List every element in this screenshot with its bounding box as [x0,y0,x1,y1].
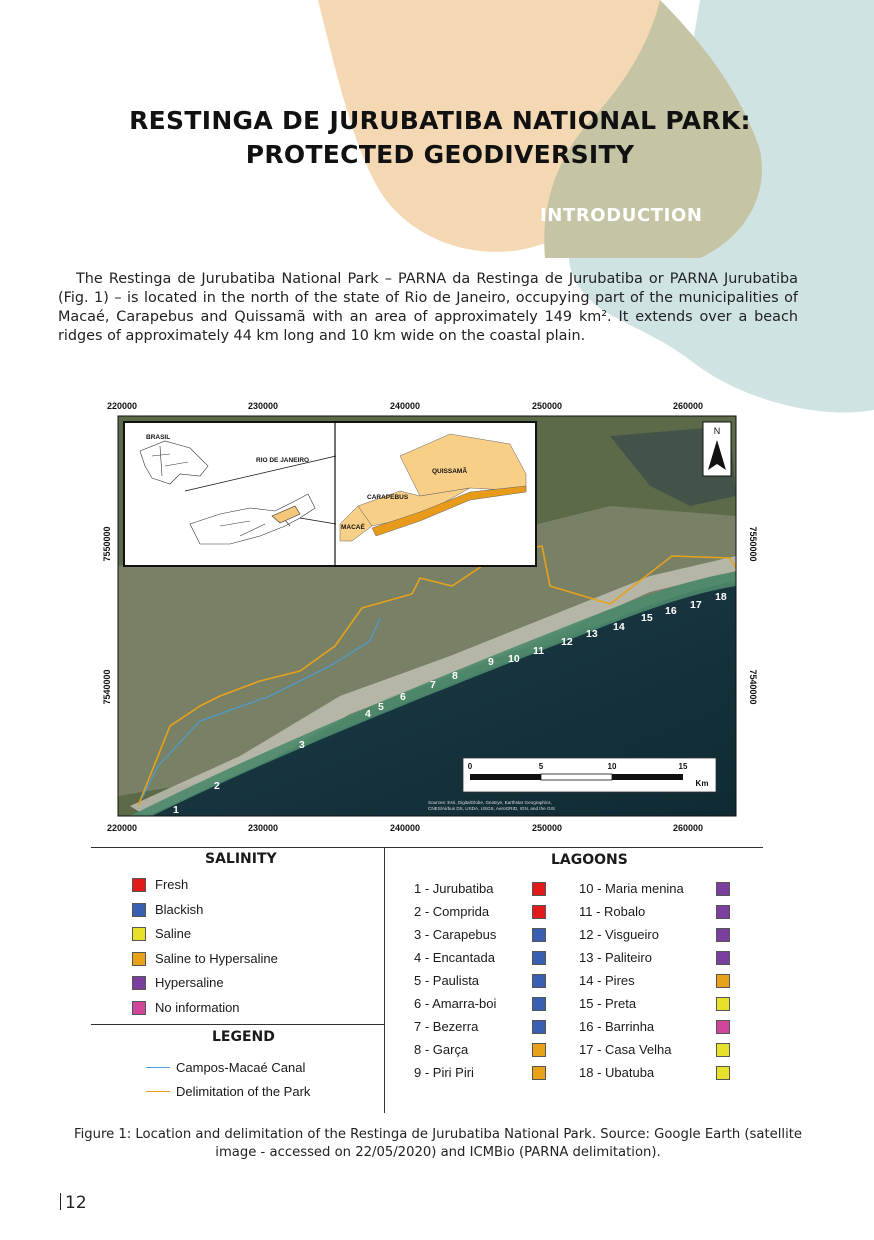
location-map [90,396,760,836]
page-number-value: 12 [65,1193,87,1213]
lagoon-label: 12 - Visgueiro [579,927,659,942]
lagoon-swatch [532,1020,546,1034]
inset-label-brasil: BRASIL [146,434,171,441]
canal-line-swatch [146,1067,170,1068]
legend-divider [384,847,385,1113]
legend-top-rule [91,847,763,848]
lagoon-item [579,903,729,921]
lagoon-item [579,972,729,990]
scale-unit: Km [695,779,709,788]
inset-label-carapebus: CARAPEBUS [367,494,409,501]
lagoon-label: 5 - Paulista [414,973,480,988]
y-tick-left: 7550000 [102,526,112,562]
lagoon-swatch [532,928,546,942]
lagoon-number: 14 [613,621,625,633]
x-tick-top: 250000 [531,401,563,411]
lagoon-item [414,949,564,967]
x-tick-bottom: 260000 [672,823,704,833]
scale-label: 15 [678,762,688,771]
lagoon-label: 3 - Carapebus [414,927,497,942]
lagoon-item [579,926,729,944]
lagoon-label: 14 - Pires [579,973,635,988]
svg-text:CNES/Airbus DS, USDA, USGS, Ae: CNES/Airbus DS, USDA, USGS, AeroGRID, IGN, and the GIS [428,806,555,811]
lagoon-label: 7 - Bezerra [414,1019,479,1034]
lagoon-swatch [532,974,546,988]
y-ticks-right [748,526,758,704]
lagoon-item [414,903,564,921]
lagoon-swatch [716,951,730,965]
lagoon-swatch [716,882,730,896]
legend-item-label: Delimitation of the Park [176,1084,311,1099]
figure-caption: Figure 1: Location and delimitation of the Restinga de Jurubatiba National Park. Source: Google Earth (satellite image - accessed on 22/05/2020) and ICMBio (PARNA delimitation). [73,1127,803,1160]
legend-mid-rule [91,1024,384,1025]
lagoon-number: 12 [561,636,573,648]
lagoon-number: 8 [452,670,458,682]
lagoon-item [414,1018,564,1036]
inset-label-quissama: QUISSAMÃ [432,468,468,475]
section-heading: INTRODUCTION [540,205,703,226]
lagoon-swatch [532,882,546,896]
lagoon-number: 18 [715,591,727,603]
lagoon-number: 17 [690,599,702,611]
x-ticks-bottom [107,823,703,833]
x-tick-bottom: 220000 [106,823,138,833]
lagoon-item [414,880,564,898]
inset-map [124,422,536,566]
lagoons-title: LAGOONS [551,852,628,868]
lagoon-swatch [532,997,546,1011]
scale-label: 0 [467,762,473,771]
page-title [60,104,820,172]
y-ticks-left [102,526,112,704]
lagoon-number: 2 [214,780,220,792]
x-ticks-top [107,401,703,411]
page-number [60,1193,87,1213]
x-tick-bottom: 230000 [247,823,279,833]
salinity-label: Blackish [155,901,204,917]
lagoon-number: 13 [586,628,598,640]
x-tick-bottom: 250000 [531,823,563,833]
scale-bar [463,758,716,792]
lagoon-swatch [532,1043,546,1057]
lagoon-number: 4 [365,708,371,720]
lagoon-label: 18 - Ubatuba [579,1065,655,1080]
salinity-label: No information [155,999,240,1015]
salinity-label: Hypersaline [155,975,224,990]
lagoon-item [579,1041,729,1059]
lagoon-swatch [716,997,730,1011]
salinity-swatch [132,903,146,917]
lagoon-label: 9 - Piri Piri [414,1065,474,1080]
lagoon-swatch [716,928,730,942]
lagoon-item [414,1064,564,1082]
lagoon-label: 13 - Paliteiro [579,950,652,965]
lagoon-number: 5 [378,701,384,713]
salinity-label: Fresh [155,877,189,892]
scale-label: 5 [538,762,544,771]
salinity-swatch [132,952,146,966]
salinity-label: Saline to Hypersaline [155,950,278,966]
lagoon-label: 15 - Preta [579,996,637,1011]
title-line-1: RESTINGA DE JURUBATIBA NATIONAL PARK: [129,106,751,135]
lagoon-item [579,995,729,1013]
salinity-swatch [132,927,146,941]
x-tick-top: 230000 [247,401,279,411]
salinity-swatch [132,1001,146,1015]
lagoon-number: 15 [641,612,653,624]
lagoon-label: 4 - Encantada [414,950,495,965]
lagoon-label: 10 - Maria menina [579,881,684,896]
svg-text:Sources: Esri, DigitalGlobe, G: Sources: Esri, DigitalGlobe, GeoEye, Earthstar Geographics, [428,800,552,805]
inset-label-rio: RIO DE JANEIRO [256,457,310,464]
y-tick-right: 7550000 [748,526,758,562]
lagoon-item [414,995,564,1013]
page-number-bar [60,1193,61,1210]
scale-label: 10 [607,762,617,771]
y-tick-right: 7540000 [748,669,758,705]
lagoon-label: 11 - Robalo [579,904,646,919]
lagoon-item [579,1018,729,1036]
map-attribution [428,800,555,811]
lagoon-swatch [532,1066,546,1080]
legend-item-label: Campos-Macaé Canal [176,1060,306,1075]
x-tick-top: 260000 [672,401,704,411]
x-tick-bottom: 240000 [389,823,421,833]
lagoon-swatch [716,905,730,919]
lagoon-item [414,1041,564,1059]
lagoon-swatch [716,1066,730,1080]
lagoon-number: 10 [508,653,520,665]
salinity-swatch [132,878,146,892]
lagoon-item [579,949,729,967]
lagoon-number: 11 [533,645,545,657]
legend-title: LEGEND [212,1029,275,1045]
lagoon-label: 2 - Comprida [414,904,490,919]
x-tick-top: 220000 [106,401,138,411]
lagoon-swatch [716,1043,730,1057]
salinity-swatch [132,976,146,990]
lagoon-swatch [716,974,730,988]
x-tick-top: 240000 [389,401,421,411]
park-line-swatch [146,1091,170,1092]
title-line-2: PROTECTED GEODIVERSITY [245,140,635,169]
intro-paragraph: The Restinga de Jurubatiba National Park – PARNA da Restinga de Jurubatiba or PARNA Jurubatiba (Fig. 1) – is located in the north of the state of Rio de Janeiro, occupying part of the municipalities of Macaé, Carapebus and Quissamã with an area of approximately 149 km². It extends over a beach ridges of approximately 44 km long and 10 km wide on the coastal plain. [58,271,798,344]
lagoon-label: 1 - Jurubatiba [414,881,494,896]
lagoon-swatch [716,1020,730,1034]
y-tick-left: 7540000 [102,669,112,705]
lagoon-swatch [532,951,546,965]
lagoon-item [414,972,564,990]
lagoon-number: 9 [488,656,494,668]
svg-text:N: N [713,426,721,436]
salinity-label: Saline [155,926,192,941]
lagoon-item [414,926,564,944]
north-arrow-icon [703,422,731,476]
salinity-title: SALINITY [205,851,277,867]
lagoon-number: 6 [400,691,406,703]
inset-label-macae: MACAÉ [341,524,365,531]
lagoon-item [579,1064,729,1082]
lagoon-number: 16 [665,605,677,617]
lagoon-label: 8 - Garça [414,1042,469,1057]
lagoon-label: 17 - Casa Velha [579,1042,672,1057]
lagoon-label: 16 - Barrinha [579,1019,655,1034]
lagoon-number: 3 [299,739,305,751]
lagoon-number: 7 [430,679,436,691]
lagoon-number: 1 [173,804,179,816]
lagoon-swatch [532,905,546,919]
lagoon-label: 6 - Amarra-boi [414,996,497,1011]
lagoon-item [579,880,729,898]
